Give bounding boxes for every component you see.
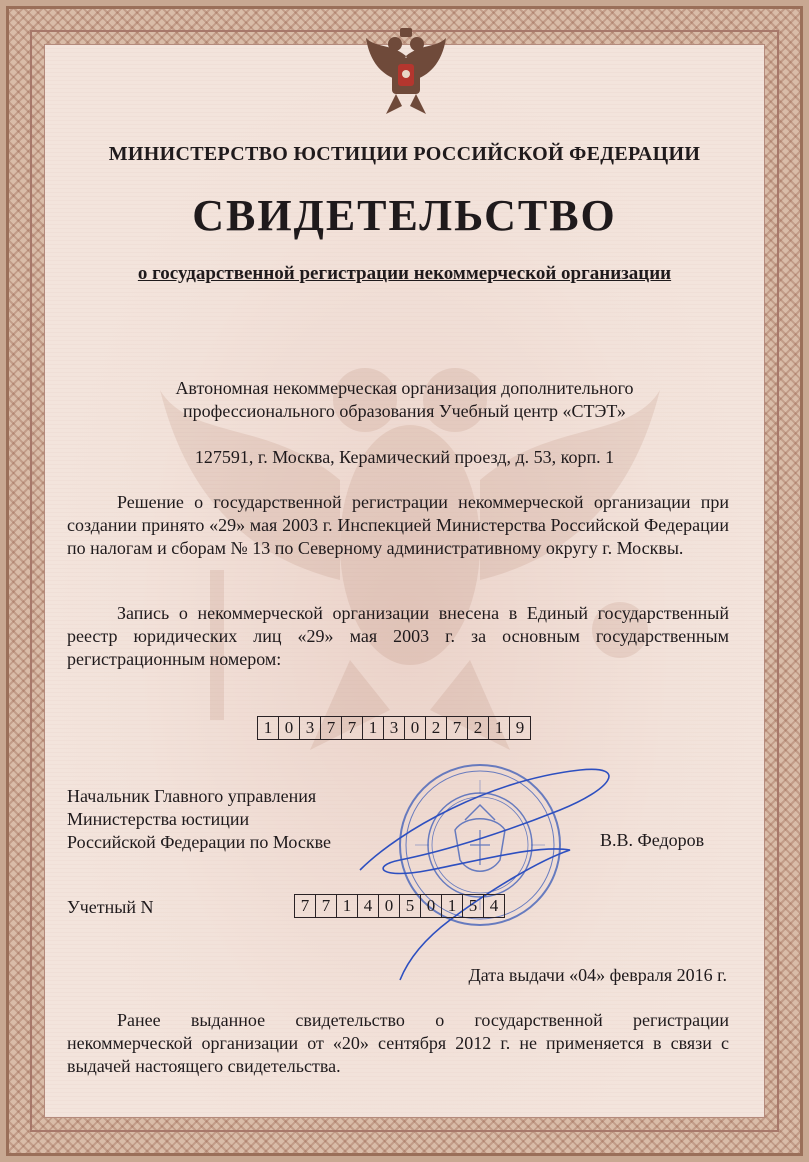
issue-date: Дата выдачи «04» февраля 2016 г. [468,965,727,985]
signer-name: В.В. Федоров [600,830,705,850]
accounting-number-digit: 0 [420,894,442,918]
registration-number-digit: 9 [509,716,531,740]
registration-number-digit: 0 [404,716,426,740]
record-text: Запись о некоммерческой организации внесена в Единый государственный реестр юридических лиц «29» мая 2003 г. за основным государственным регистрационным номером: [67,603,729,669]
registration-number-digit: 7 [320,716,342,740]
official-title [67,785,331,854]
accounting-number-label: Учетный N [67,897,154,917]
registration-number-digit: 2 [425,716,447,740]
ministry-heading: МИНИСТЕРСТВО ЮСТИЦИИ РОССИЙСКОЙ ФЕДЕРАЦИИ [108,143,701,165]
registration-number-digit: 1 [488,716,510,740]
accounting-number-digit: 7 [315,894,337,918]
record-paragraph [67,602,729,671]
registration-number-digit: 7 [341,716,363,740]
registration-number-digit: 1 [362,716,384,740]
accounting-number-digit: 7 [294,894,316,918]
official-line2: Министерства юстиции [67,809,250,829]
document-title: СВИДЕТЕЛЬСТВО [192,191,617,240]
footer-paragraph [67,1009,729,1078]
accounting-number-digit: 5 [462,894,484,918]
registration-number-digit: 2 [467,716,489,740]
registration-number-boxes [257,716,530,740]
accounting-number-digit: 4 [357,894,379,918]
footer-text: Ранее выданное свидетельство о государственной регистрации некоммерческой организации от «20» сентября 2012 г. не применяется в связи с выдачей настоящего свидетельства. [67,1010,729,1076]
accounting-number-boxes [294,894,504,918]
registration-number-digit: 3 [299,716,321,740]
accounting-number-digit: 1 [441,894,463,918]
organization-address: 127591, г. Москва, Керамический проезд, д. 53, корп. 1 [194,447,615,467]
accounting-number-digit: 0 [378,894,400,918]
registration-number-digit: 3 [383,716,405,740]
accounting-number-digit: 4 [483,894,505,918]
accounting-number-digit: 5 [399,894,421,918]
decision-paragraph [67,491,729,560]
registration-number-digit: 7 [446,716,468,740]
registration-number-digit: 0 [278,716,300,740]
organization-name-line2: профессионального образования Учебный центр «СТЭТ» [183,401,626,421]
registration-number-digit: 1 [257,716,279,740]
official-line1: Начальник Главного управления [67,786,317,806]
document-subtitle: о государственной регистрации некоммерческой организации [137,263,672,284]
organization-name [0,377,809,423]
signature-icon [340,750,640,990]
coat-of-arms-icon [362,26,450,118]
official-line3: Российской Федерации по Москве [67,832,331,852]
decision-text: Решение о государственной регистрации некоммерческой организации при создании принято «29» мая 2003 г. Инспекцией Министерства Российской Федерации по налогам и сборам № 13 по Северному административному округу г. Москвы. [67,492,729,558]
organization-name-line1: Автономная некоммерческая организация дополнительного [175,378,634,398]
accounting-number-digit: 1 [336,894,358,918]
